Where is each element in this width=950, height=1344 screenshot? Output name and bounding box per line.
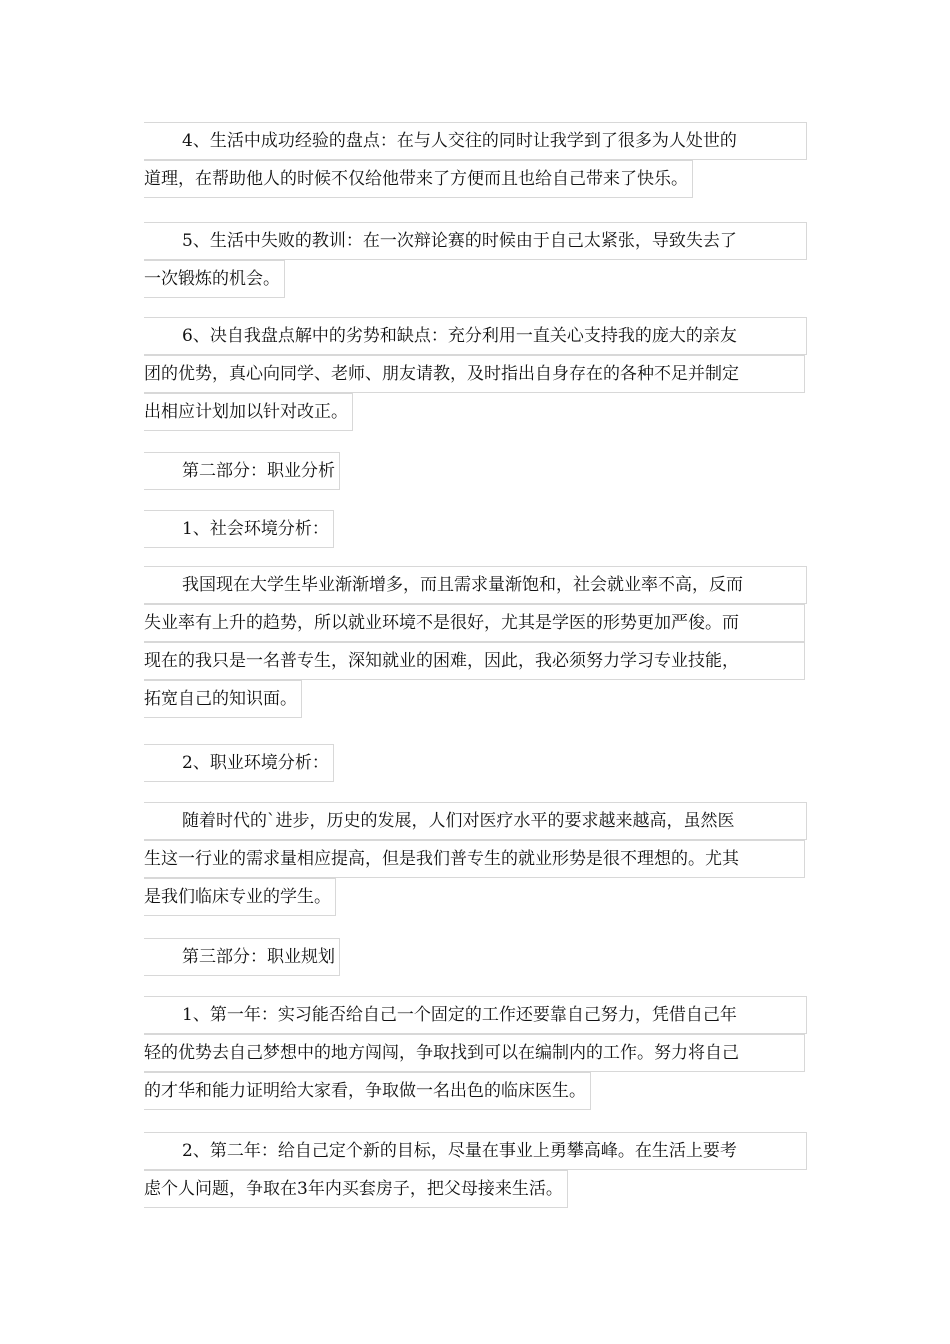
- paragraph-year-one: [144, 996, 808, 1110]
- text-line: 4、生活中成功经验的盘点：在与人交往的同时让我学到了很多为人处世的: [144, 122, 807, 160]
- text-line: 出相应计划加以针对改正。: [144, 393, 353, 431]
- text-line: 生这一行业的需求量相应提高，但是我们普专生的就业形势是很不理想的。尤其: [144, 840, 805, 878]
- paragraph-success-experience: [144, 122, 808, 198]
- text-line: 2、第二年：给自己定个新的目标，尽量在事业上勇攀高峰。在生活上要考: [144, 1132, 807, 1170]
- text-line: 的才华和能力证明给大家看，争取做一名出色的临床医生。: [144, 1072, 591, 1110]
- paragraph-weaknesses: [144, 317, 808, 431]
- text-line: 轻的优势去自己梦想中的地方闯闯，争取找到可以在编制内的工作。努力将自己: [144, 1034, 805, 1072]
- text-line: 团的优势，真心向同学、老师、朋友请教，及时指出自身存在的各种不足并制定: [144, 355, 805, 393]
- subheading-text: 1、社会环境分析：: [144, 510, 334, 548]
- text-line: 6、决自我盘点解中的劣势和缺点：充分利用一直关心支持我的庞大的亲友: [144, 317, 807, 355]
- text-line: 拓宽自己的知识面。: [144, 680, 302, 718]
- text-line: 道理，在帮助他人的时候不仅给他带来了方便而且也给自己带来了快乐。: [144, 160, 693, 198]
- text-line: 随着时代的`进步，历史的发展，人们对医疗水平的要求越来越高，虽然医: [144, 802, 807, 840]
- text-line: 1、第一年：实习能否给自己一个固定的工作还要靠自己努力，凭借自己年: [144, 996, 807, 1034]
- section-heading-part-two: [144, 452, 808, 490]
- heading-text: 第三部分：职业规划: [144, 938, 340, 976]
- paragraph-social-analysis: [144, 566, 808, 718]
- paragraph-failure-lesson: [144, 222, 808, 298]
- text-line: 5、生活中失败的教训：在一次辩论赛的时候由于自己太紧张，导致失去了: [144, 222, 807, 260]
- subheading-text: 2、职业环境分析：: [144, 744, 334, 782]
- paragraph-year-two: [144, 1132, 808, 1208]
- text-line: 是我们临床专业的学生。: [144, 878, 336, 916]
- text-line: 我国现在大学生毕业渐渐增多，而且需求量渐饱和，社会就业率不高，反而: [144, 566, 807, 604]
- text-line: 失业率有上升的趋势，所以就业环境不是很好，尤其是学医的形势更加严俊。而: [144, 604, 805, 642]
- section-heading-part-three: [144, 938, 808, 976]
- paragraph-career-analysis: [144, 802, 808, 916]
- heading-text: 第二部分：职业分析: [144, 452, 340, 490]
- text-line: 现在的我只是一名普专生，深知就业的困难，因此，我必须努力学习专业技能，: [144, 642, 805, 680]
- subheading-career-environment: [144, 744, 808, 782]
- text-line: 虑个人问题，争取在3年内买套房子，把父母接来生活。: [144, 1170, 568, 1208]
- subheading-social-environment: [144, 510, 808, 548]
- text-line: 一次锻炼的机会。: [144, 260, 285, 298]
